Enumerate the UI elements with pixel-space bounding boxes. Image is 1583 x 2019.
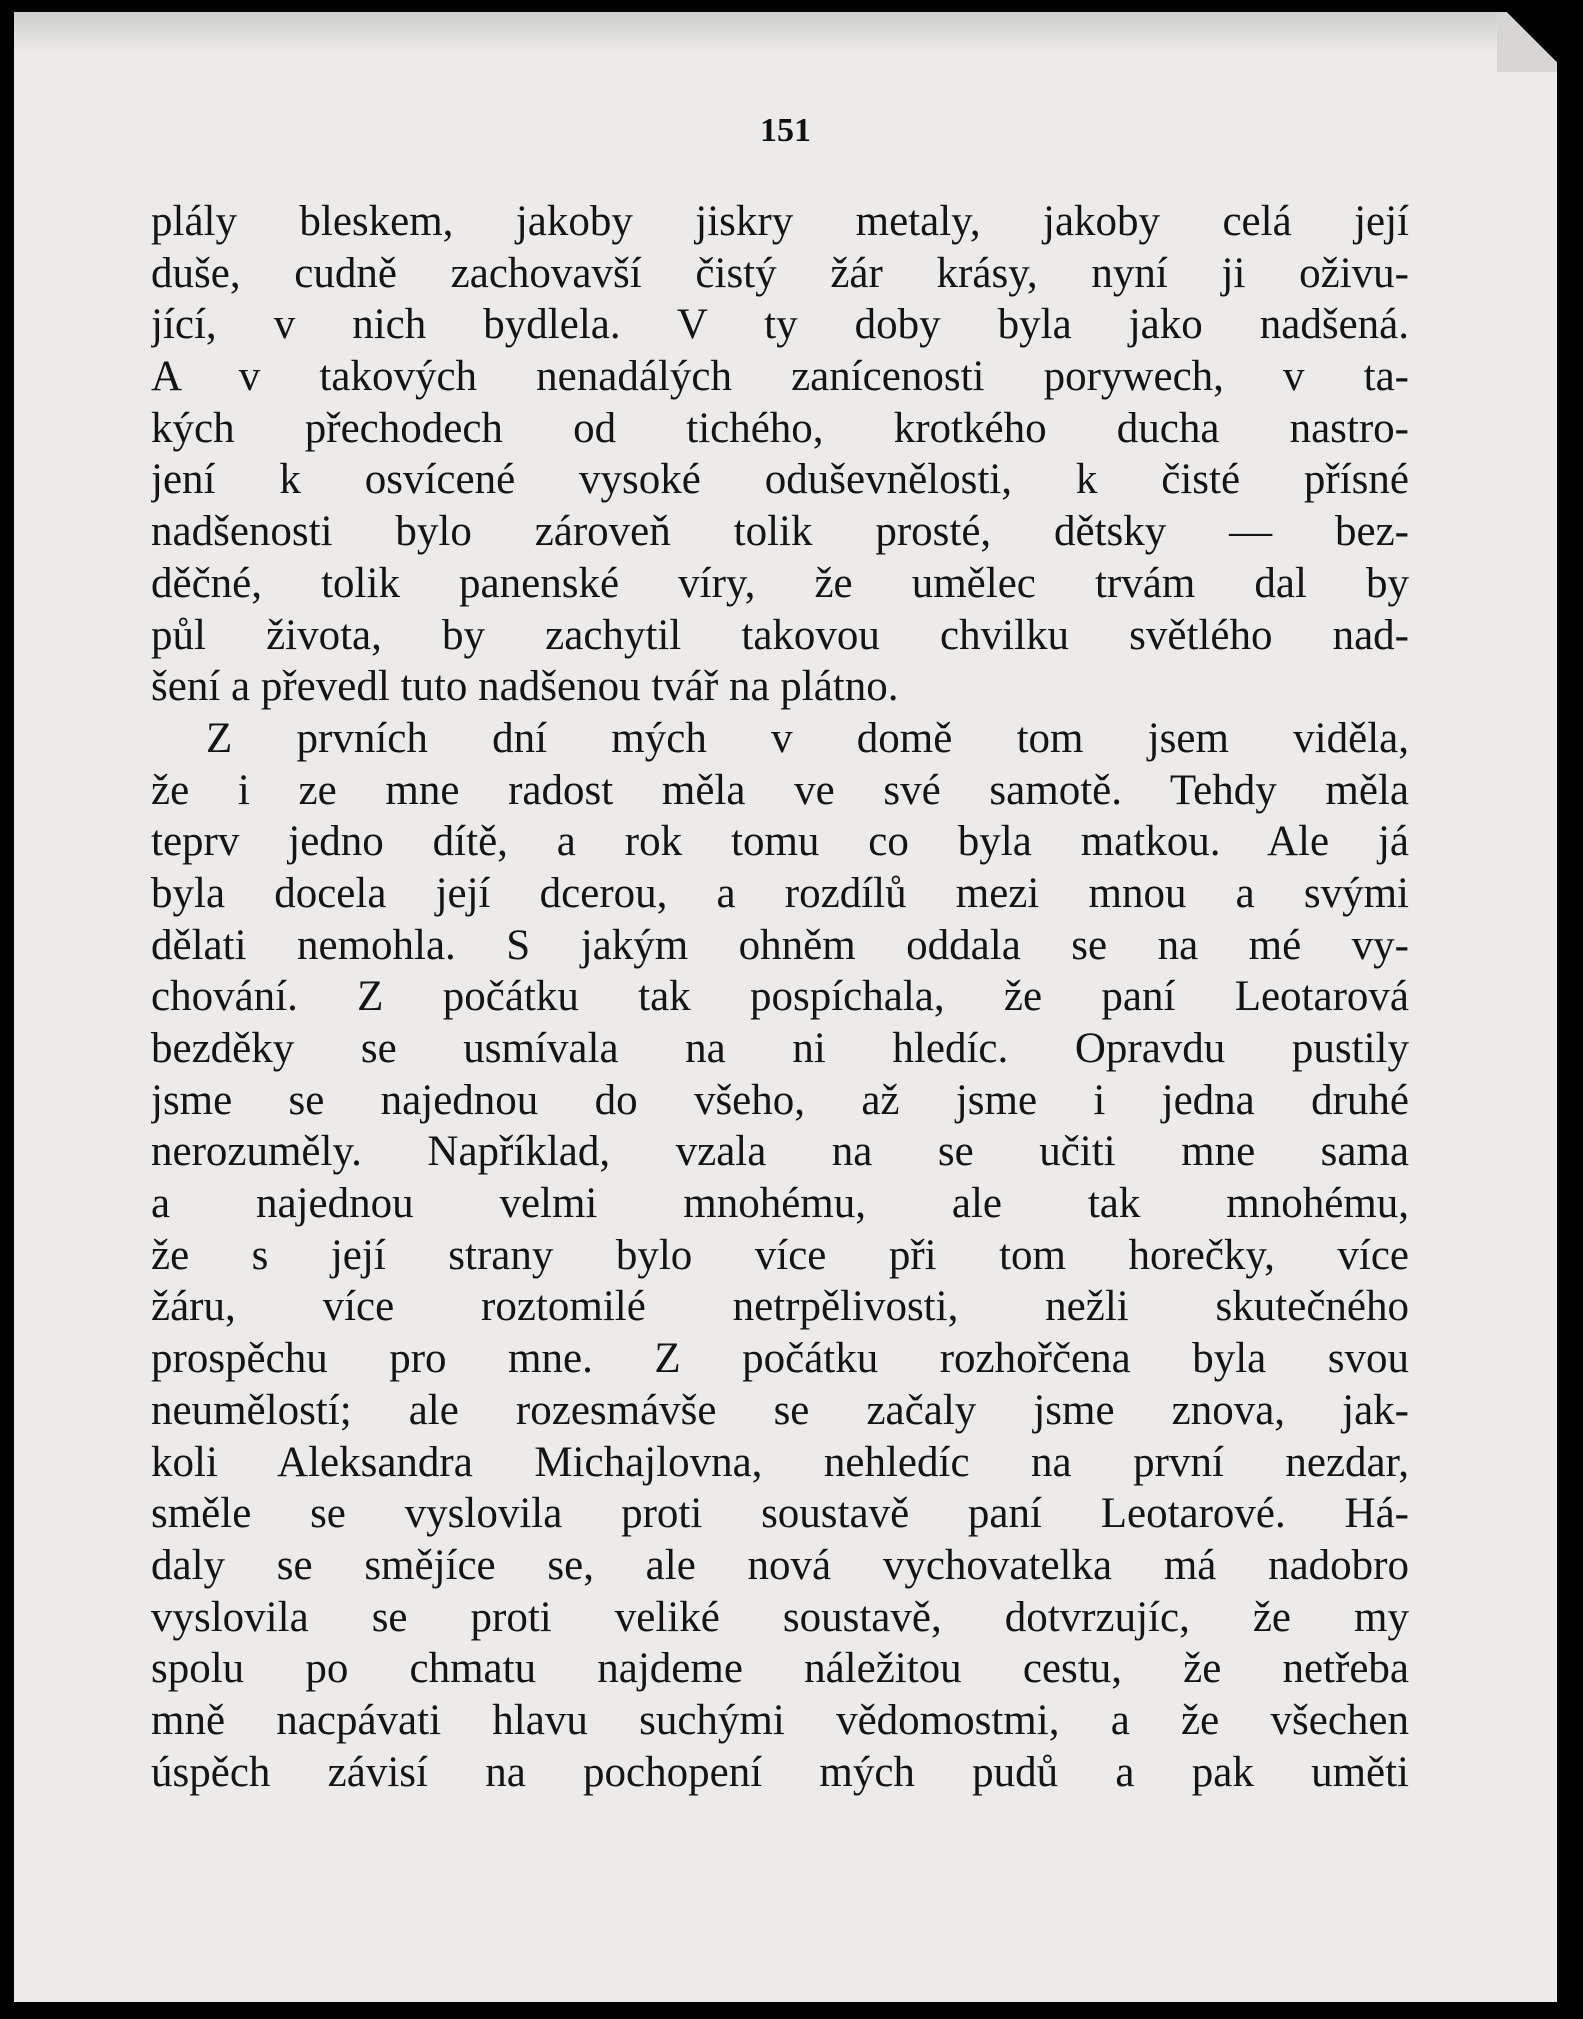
text-line: neumělostí; ale rozesmávše se začaly jsme znova, jak- bbox=[151, 1386, 1409, 1434]
text-line: Z prvních dní mých v domě tom jsem viděla, bbox=[206, 714, 1409, 762]
text-line: že s její strany bylo více při tom horečky, více bbox=[151, 1231, 1409, 1279]
text-line: bezděky se usmívala na ni hledíc. Opravdu pustily bbox=[151, 1025, 1409, 1072]
page-top-shade bbox=[14, 12, 1557, 52]
text-line: nerozuměly. Například, vzala na se učiti mne sama bbox=[151, 1128, 1409, 1176]
book-page bbox=[14, 12, 1557, 2002]
text-line: dělati nemohla. S jakým ohněm oddala se na mé vy- bbox=[151, 921, 1409, 969]
text-line: daly se smějíce se, ale nová vychovatelka má nadobro bbox=[151, 1541, 1409, 1589]
text-line: kých přechodech od tichého, krotkého ducha nastro- bbox=[151, 404, 1409, 452]
text-line: jení k osvícené vysoké oduševnělosti, k čisté přísné bbox=[151, 456, 1409, 504]
text-line: mně nacpávati hlavu suchými vědomostmi, a že všechen bbox=[151, 1696, 1409, 1744]
text-line: plály bleskem, jakoby jiskry metaly, jakoby celá její bbox=[151, 198, 1409, 245]
text-line: spolu po chmatu najdeme náležitou cestu, že netřeba bbox=[151, 1645, 1409, 1693]
text-line: žáru, více roztomilé netrpělivosti, nežli skutečného bbox=[151, 1283, 1409, 1331]
text-line: byla docela její dcerou, a rozdílů mezi mnou a svými bbox=[151, 869, 1409, 917]
page-number: 151 bbox=[760, 112, 811, 149]
text-line: prospěchu pro mne. Z počátku rozhořčena byla svou bbox=[151, 1335, 1409, 1383]
text-line: směle se vyslovila proti soustavě paní Leotarové. Há- bbox=[151, 1490, 1409, 1538]
text-line: koli Aleksandra Michajlovna, nehledíc na první nezdar, bbox=[151, 1438, 1409, 1486]
text-line: a najednou velmi mnohému, ale tak mnohému, bbox=[151, 1180, 1409, 1228]
text-line: jsme se najednou do všeho, až jsme i jedna druhé bbox=[151, 1076, 1409, 1124]
text-line: děčné, tolik panenské víry, že umělec trvám dal by bbox=[151, 559, 1409, 607]
body-text bbox=[151, 196, 1409, 1798]
text-line: úspěch závisí na pochopení mých pudů a pak uměti bbox=[151, 1748, 1409, 1796]
text-line: půl života, by zachytil takovou chvilku světlého nad- bbox=[151, 611, 1409, 659]
text-line: šení a převedl tuto nadšenou tvář na plátno. bbox=[151, 663, 899, 711]
text-line: duše, cudně zachovavší čistý žár krásy, nyní ji oživu- bbox=[151, 249, 1409, 297]
text-line: chování. Z počátku tak pospíchala, že paní Leotarová bbox=[151, 973, 1409, 1021]
text-line: jící, v nich bydlela. V ty doby byla jako nadšená. bbox=[151, 301, 1409, 349]
text-line: vyslovila se proti veliké soustavě, dotvrzujíc, že my bbox=[151, 1593, 1409, 1641]
text-line: A v takových nenadálých zanícenosti porywech, v ta- bbox=[151, 353, 1409, 401]
text-line: teprv jedno dítě, a rok tomu co byla matkou. Ale já bbox=[151, 818, 1409, 866]
page-corner-fold bbox=[1497, 12, 1557, 72]
text-line: že i ze mne radost měla ve své samotě. Tehdy měla bbox=[151, 766, 1409, 814]
text-line: nadšenosti bylo zároveň tolik prosté, dětsky — bez- bbox=[151, 508, 1409, 556]
